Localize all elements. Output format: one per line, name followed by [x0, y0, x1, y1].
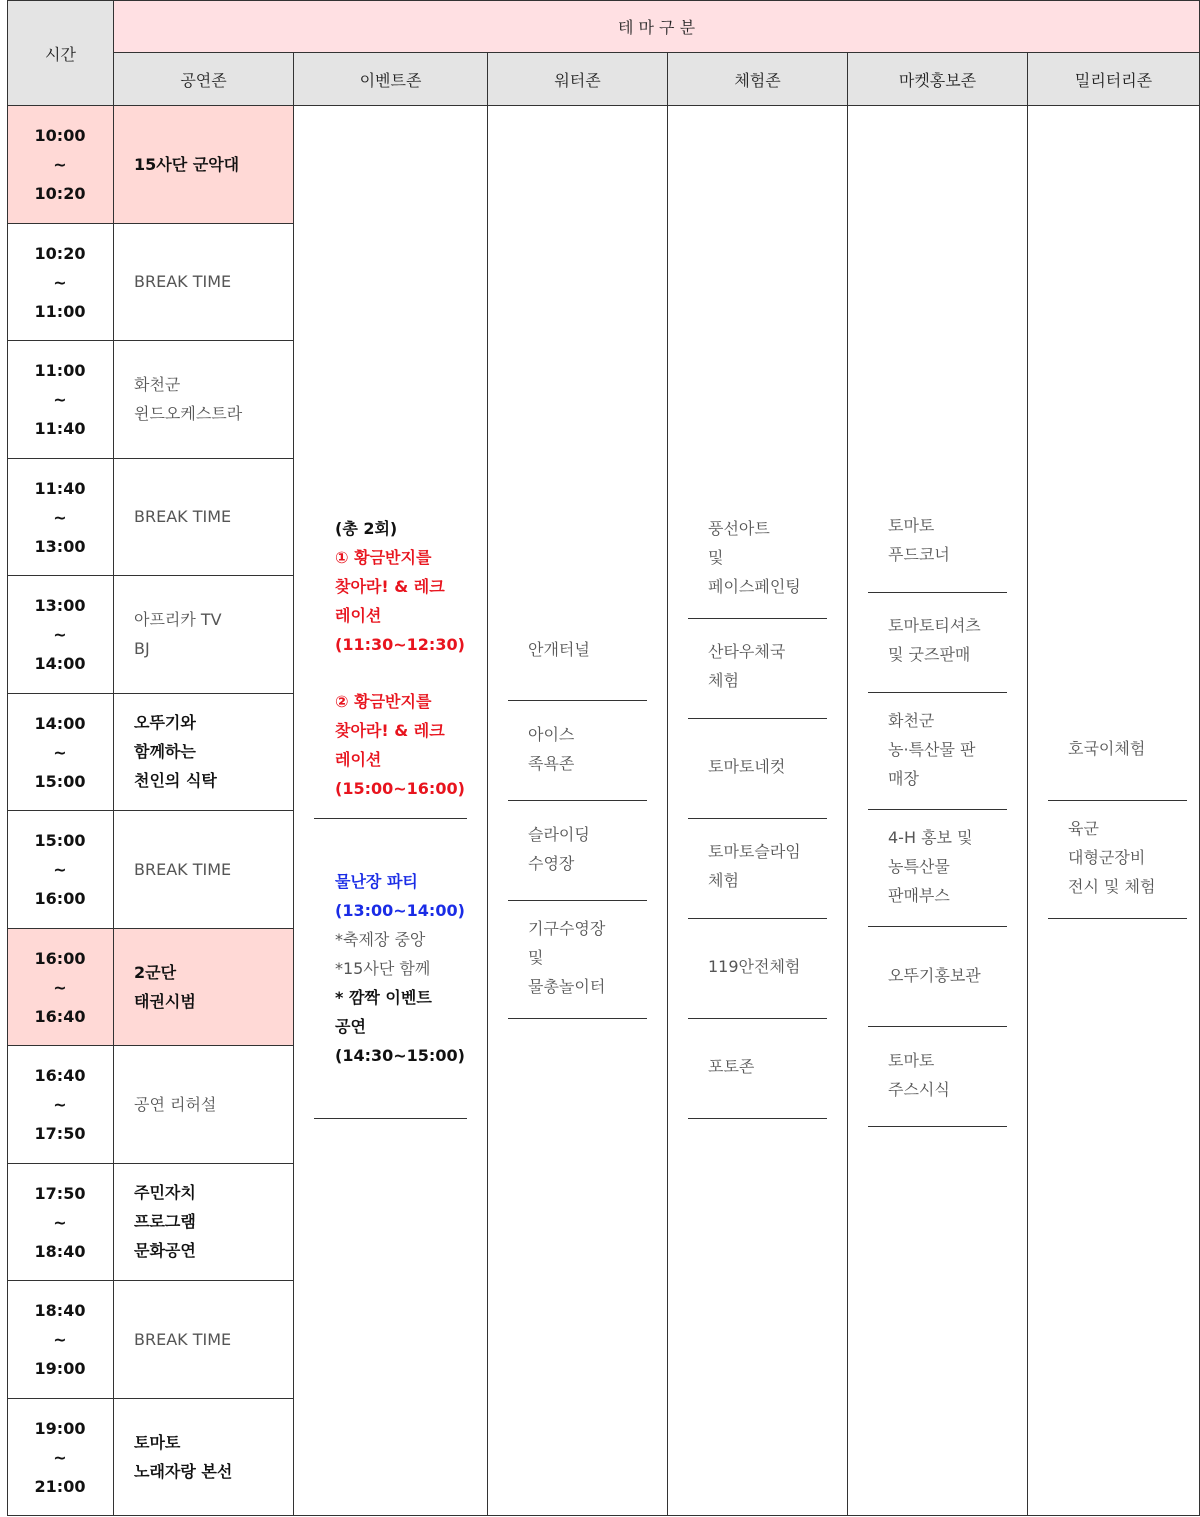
event-divider	[314, 818, 467, 819]
water-item: 아이스 족욕존	[528, 725, 575, 773]
zone-header-experience: 체험존	[667, 52, 848, 106]
market-divider	[868, 926, 1007, 927]
military-item: 육군 대형군장비 전시 및 체험	[1068, 819, 1156, 896]
experience-divider	[688, 1118, 827, 1119]
zone-header-water: 워터존	[487, 52, 668, 106]
event-gold-ring-1: ① 황금반지를 찾아라! & 레크 레이션 (11:30~12:30)	[335, 548, 465, 654]
experience-item: 산타우체국 체험	[708, 642, 786, 690]
time-slot: 14:00 ~ 15:00	[34, 713, 86, 791]
performance-name: BREAK TIME	[134, 507, 232, 526]
event-surprise: * 깜짝 이벤트 공연 (14:30~15:00)	[335, 988, 465, 1065]
theme-header: 테 마 구 분	[113, 0, 1200, 53]
performance-name: 15사단 군악대	[134, 154, 240, 174]
time-slot: 10:20 ~ 11:00	[34, 243, 86, 321]
event-gold-ring-2: ② 황금반지를 찾아라! & 레크 레이션 (15:00~16:00)	[335, 692, 465, 798]
water-divider	[508, 700, 647, 701]
zone-header-event: 이벤트존	[293, 52, 488, 106]
zone-header-market: 마켓홍보존	[847, 52, 1028, 106]
performance-name: 주민자치 프로그램 문화공연	[134, 1183, 196, 1260]
market-item: 4-H 홍보 및 농특산물 판매부스	[888, 828, 973, 905]
market-divider	[868, 809, 1007, 810]
time-column-header: 시간	[7, 0, 114, 106]
water-zone-column	[487, 105, 668, 1516]
water-divider	[508, 900, 647, 901]
market-item: 토마토 푸드코너	[888, 516, 950, 564]
market-divider	[868, 1126, 1007, 1127]
water-divider	[508, 1018, 647, 1019]
performance-name: 아프리카 TV BJ	[134, 610, 222, 658]
water-divider	[508, 800, 647, 801]
performance-name: 오뚜기와 함께하는 천인의 식탁	[134, 713, 217, 790]
performance-name: BREAK TIME	[134, 859, 232, 879]
time-slot: 18:40 ~ 19:00	[34, 1301, 86, 1378]
performance-name: 공연 리허설	[134, 1094, 217, 1114]
time-slot: 11:00 ~ 11:40	[34, 361, 86, 438]
market-divider	[868, 592, 1007, 593]
experience-item: 포토존	[708, 1057, 755, 1076]
performance-name: 화천군 윈드오케스트라	[134, 375, 243, 423]
market-divider	[868, 692, 1007, 693]
experience-divider	[688, 718, 827, 719]
water-item: 안개터널	[528, 640, 590, 659]
time-slot: 16:40 ~ 17:50	[34, 1066, 86, 1143]
experience-item: 119안전체험	[708, 957, 801, 976]
time-slot: 10:00 ~ 10:20	[34, 126, 86, 203]
water-item: 기구수영장 및 물총놀이터	[528, 919, 606, 996]
event-water-notes: *축제장 중앙 *15사단 함께	[335, 930, 431, 978]
experience-divider	[688, 1018, 827, 1019]
military-divider	[1048, 800, 1187, 801]
time-slot: 17:50 ~ 18:40	[34, 1183, 86, 1261]
market-zone-column	[847, 105, 1028, 1516]
market-divider	[868, 1026, 1007, 1027]
experience-item: 풍선아트 및 페이스페인팅	[708, 519, 801, 596]
experience-divider	[688, 918, 827, 919]
time-slot: 15:00 ~ 16:00	[34, 831, 86, 908]
experience-zone-column	[667, 105, 848, 1516]
market-item: 오뚜기홍보관	[888, 966, 981, 985]
experience-divider	[688, 618, 827, 619]
market-item: 토마토 주스시식	[888, 1051, 950, 1099]
time-slot: 13:00 ~ 14:00	[34, 596, 86, 673]
performance-name: 토마토 노래자랑 본선	[134, 1432, 233, 1481]
event-divider	[314, 1118, 467, 1119]
event-total-count: (총 2회)	[335, 519, 398, 538]
market-item: 화천군 농·특산물 판 매장	[888, 711, 976, 788]
experience-item: 토마토네컷	[708, 757, 786, 776]
military-zone-column	[1027, 105, 1200, 1516]
zone-header-performance: 공연존	[113, 52, 294, 106]
time-slot: 11:40 ~ 13:00	[34, 478, 86, 556]
experience-item: 토마토슬라임 체험	[708, 842, 801, 890]
water-item: 슬라이딩 수영장	[528, 825, 590, 873]
time-slot: 16:00 ~ 16:40	[34, 948, 86, 1026]
military-item: 호국이체험	[1068, 739, 1146, 758]
market-item: 토마토티셔츠 및 굿즈판매	[888, 616, 981, 664]
event-water-party: 물난장 파티 (13:00~14:00)	[335, 872, 465, 920]
performance-name: BREAK TIME	[134, 272, 232, 291]
military-divider	[1048, 918, 1187, 919]
event-zone-column	[293, 105, 488, 1516]
experience-divider	[688, 818, 827, 819]
time-slot: 19:00 ~ 21:00	[34, 1418, 86, 1496]
performance-name: 2군단 태권시범	[134, 962, 196, 1011]
performance-name: BREAK TIME	[134, 1329, 232, 1349]
zone-header-military: 밀리터리존	[1027, 52, 1200, 106]
